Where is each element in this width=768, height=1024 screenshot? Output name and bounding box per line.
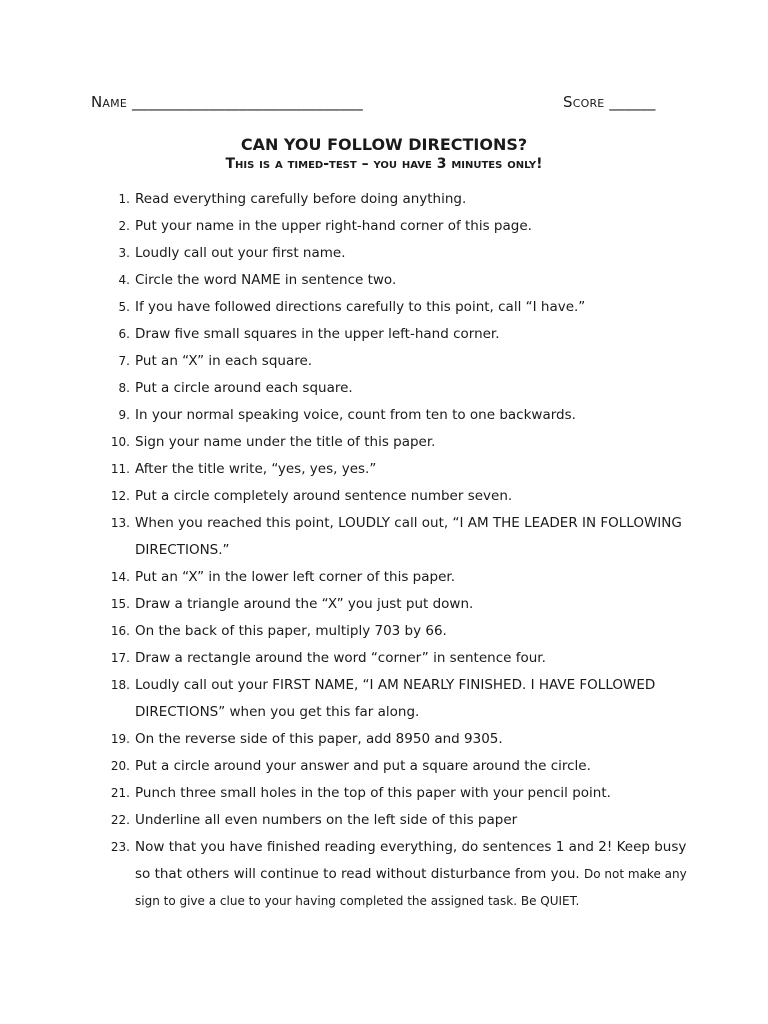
direction-text: Put an “X” in each square. xyxy=(135,353,313,369)
direction-number: 10. xyxy=(110,435,130,449)
page-title: CAN YOU FOLLOW DIRECTIONS? xyxy=(240,135,528,154)
direction-number: 23. xyxy=(110,840,130,854)
direction-text: On the back of this paper, multiply 703 by 66. xyxy=(135,623,447,639)
direction-text: Draw five small squares in the upper left-hand corner. xyxy=(135,326,500,342)
direction-text: Circle the word NAME in sentence two. xyxy=(135,272,397,288)
direction-text: After the title write, “yes, yes, yes.” xyxy=(135,461,377,477)
direction-text: Draw a rectangle around the word “corner” in sentence four. xyxy=(135,650,546,666)
direction-number: 4. xyxy=(118,273,130,287)
score-field: Score ______ xyxy=(563,93,656,111)
direction-item xyxy=(0,240,768,267)
direction-text: In your normal speaking voice, count from ten to one backwards. xyxy=(135,407,576,423)
direction-item xyxy=(0,375,768,402)
direction-text: Put your name in the upper right-hand corner of this page. xyxy=(135,218,532,234)
directions-list xyxy=(0,186,768,915)
direction-number: 19. xyxy=(110,732,130,746)
direction-item xyxy=(0,321,768,348)
direction-item xyxy=(0,267,768,294)
direction-number: 21. xyxy=(110,786,130,800)
direction-number: 3. xyxy=(118,246,130,260)
direction-number: 17. xyxy=(110,651,130,665)
direction-item xyxy=(0,834,768,915)
direction-number: 7. xyxy=(118,354,130,368)
direction-item xyxy=(0,510,768,564)
direction-number: 20. xyxy=(110,759,130,773)
direction-number: 6. xyxy=(118,327,130,341)
page-subtitle: This is a timed-test – you have 3 minutes only! xyxy=(225,156,543,172)
direction-item xyxy=(0,483,768,510)
direction-text: Underline all even numbers on the left side of this paper xyxy=(135,812,518,828)
direction-item xyxy=(0,591,768,618)
direction-text: Read everything carefully before doing anything. xyxy=(135,191,467,207)
direction-item xyxy=(0,807,768,834)
direction-text: Put a circle around your answer and put a square around the circle. xyxy=(135,758,591,774)
direction-number: 2. xyxy=(118,219,130,233)
direction-item xyxy=(0,294,768,321)
direction-item xyxy=(0,429,768,456)
direction-item xyxy=(0,618,768,645)
direction-text: Sign your name under the title of this paper. xyxy=(135,434,436,450)
direction-item xyxy=(0,186,768,213)
direction-number: 18. xyxy=(110,678,130,692)
direction-text: Put an “X” in the lower left corner of this paper. xyxy=(135,569,455,585)
direction-number: 22. xyxy=(110,813,130,827)
direction-number: 1. xyxy=(118,192,130,206)
direction-number: 14. xyxy=(110,570,130,584)
direction-item xyxy=(0,402,768,429)
direction-text: Loudly call out your FIRST NAME, “I AM NEARLY FINISHED. I HAVE FOLLOWED DIRECTIONS” when you get this far along. xyxy=(135,677,656,720)
direction-number: 5. xyxy=(118,300,130,314)
direction-text: Now that you have finished reading everything, do sentences 1 and 2! Keep busy so that others will continue to read without disturbance from you. xyxy=(135,839,687,882)
direction-item xyxy=(0,213,768,240)
direction-number: 8. xyxy=(118,381,130,395)
direction-text: Loudly call out your first name. xyxy=(135,245,346,261)
direction-text: Draw a triangle around the “X” you just put down. xyxy=(135,596,474,612)
direction-small-text: Do not make any sign to give a clue to your having completed the assigned task. Be QUIET. xyxy=(135,867,687,908)
direction-text: Punch three small holes in the top of this paper with your pencil point. xyxy=(135,785,611,801)
direction-item xyxy=(0,348,768,375)
direction-text: If you have followed directions carefully to this point, call “I have.” xyxy=(135,299,586,315)
direction-number: 16. xyxy=(110,624,130,638)
direction-number: 9. xyxy=(118,408,130,422)
direction-text: Put a circle around each square. xyxy=(135,380,353,396)
direction-text: When you reached this point, LOUDLY call out, “I AM THE LEADER IN FOLLOWING DIRECTIONS.” xyxy=(135,515,682,558)
direction-item xyxy=(0,753,768,780)
direction-number: 15. xyxy=(110,597,130,611)
name-field: Name ______________________________ xyxy=(91,93,363,111)
direction-item xyxy=(0,564,768,591)
direction-item xyxy=(0,672,768,726)
direction-item xyxy=(0,645,768,672)
direction-item xyxy=(0,780,768,807)
direction-item xyxy=(0,726,768,753)
direction-item xyxy=(0,456,768,483)
direction-number: 12. xyxy=(110,489,130,503)
direction-number: 11. xyxy=(110,462,130,476)
direction-text: Put a circle completely around sentence number seven. xyxy=(135,488,513,504)
direction-text: On the reverse side of this paper, add 8950 and 9305. xyxy=(135,731,503,747)
direction-number: 13. xyxy=(110,516,130,530)
